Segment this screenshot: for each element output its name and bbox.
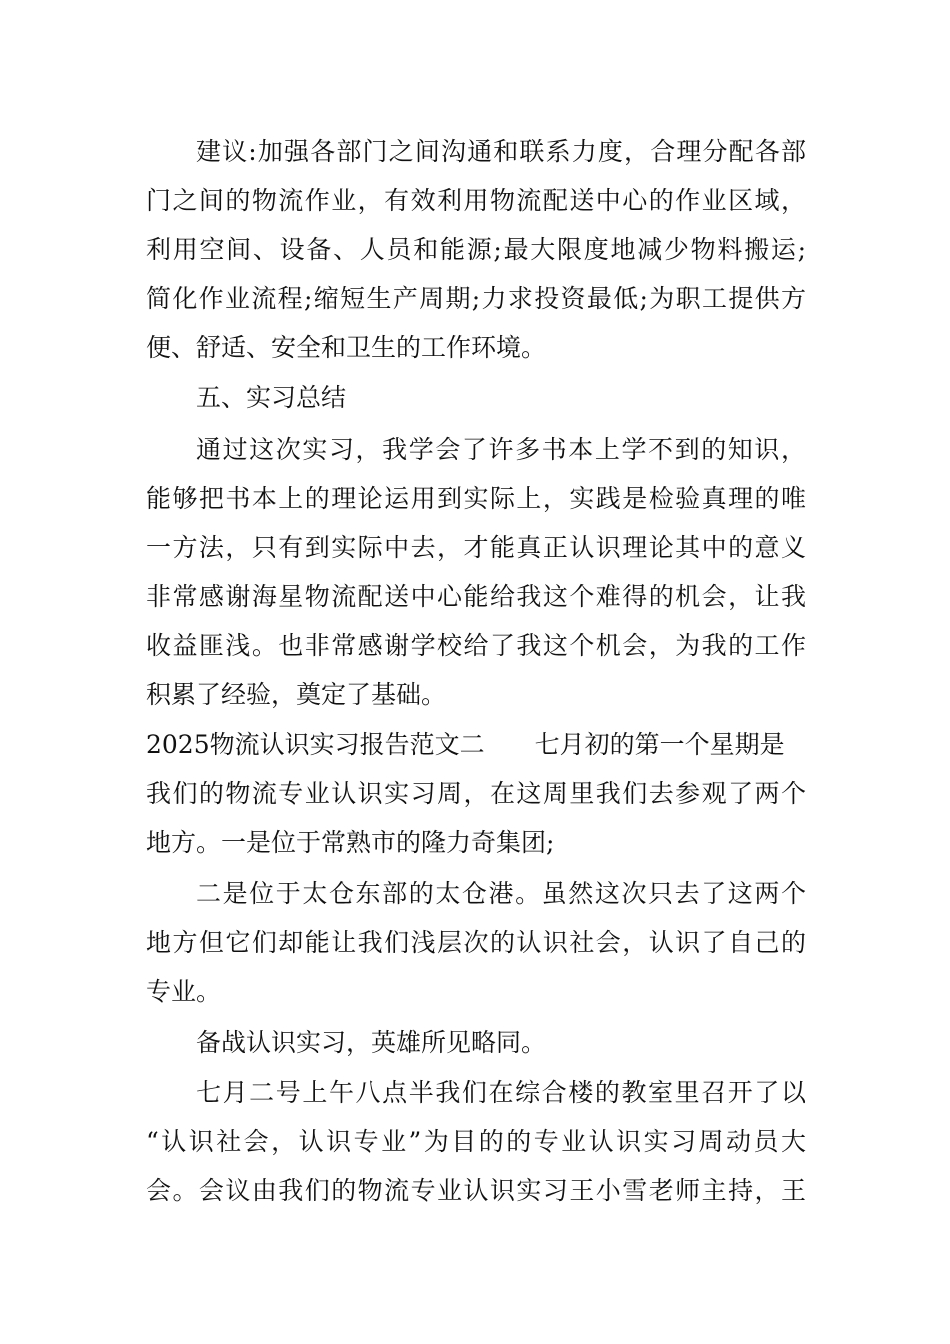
text-line: 七月二号上午八点半我们在综合楼的教室里召开了以	[196, 1078, 806, 1107]
text-line: 能够把书本上的理论运用到实际上，实践是检验真理的唯	[146, 484, 806, 513]
section-heading: 五、实习总结	[196, 383, 347, 412]
text-line: 我们的物流专业认识实习周，在这周里我们去参观了两个	[146, 779, 806, 808]
text-line: 利用空间、设备、人员和能源;最大限度地减少物料搬运;	[146, 235, 806, 264]
text-line: 简化作业流程;缩短生产周期;力求投资最低;为职工提供方	[146, 284, 806, 313]
text-line: 二是位于太仓东部的太仓港。虽然这次只去了这两个	[196, 879, 806, 908]
text-line: 通过这次实习，我学会了许多书本上学不到的知识，	[196, 435, 806, 464]
article-heading-line: 2025物流认识实习报告范文二 七月初的第一个星期是	[146, 730, 785, 759]
text-line: 非常感谢海星物流配送中心能给我这个难得的机会，让我	[146, 582, 806, 611]
text-line: 专业。	[146, 977, 222, 1006]
text-line: 地方。一是位于常熟市的隆力奇集团;	[146, 828, 555, 857]
text-line: “认识社会，认识专业”为目的的专业认识实习周动员大	[146, 1127, 806, 1156]
text-line: 地方但它们却能让我们浅层次的认识社会，认识了自己的	[146, 928, 806, 957]
text-line: 收益匪浅。也非常感谢学校给了我这个机会，为我的工作	[146, 631, 806, 660]
text-line: 便、舒适、安全和卫生的工作环境。	[146, 333, 547, 362]
text-line: 会。会议由我们的物流专业认识实习王小雪老师主持，王	[146, 1176, 806, 1205]
text-line: 备战认识实习，英雄所见略同。	[196, 1028, 547, 1057]
text-line: 建议:加强各部门之间沟通和联系力度，合理分配各部	[196, 137, 806, 166]
text-line: 一方法，只有到实际中去，才能真正认识理论其中的意义	[146, 533, 806, 562]
text-line: 门之间的物流作业，有效利用物流配送中心的作业区域，	[146, 186, 806, 215]
text-line: 积累了经验，奠定了基础。	[146, 680, 447, 709]
